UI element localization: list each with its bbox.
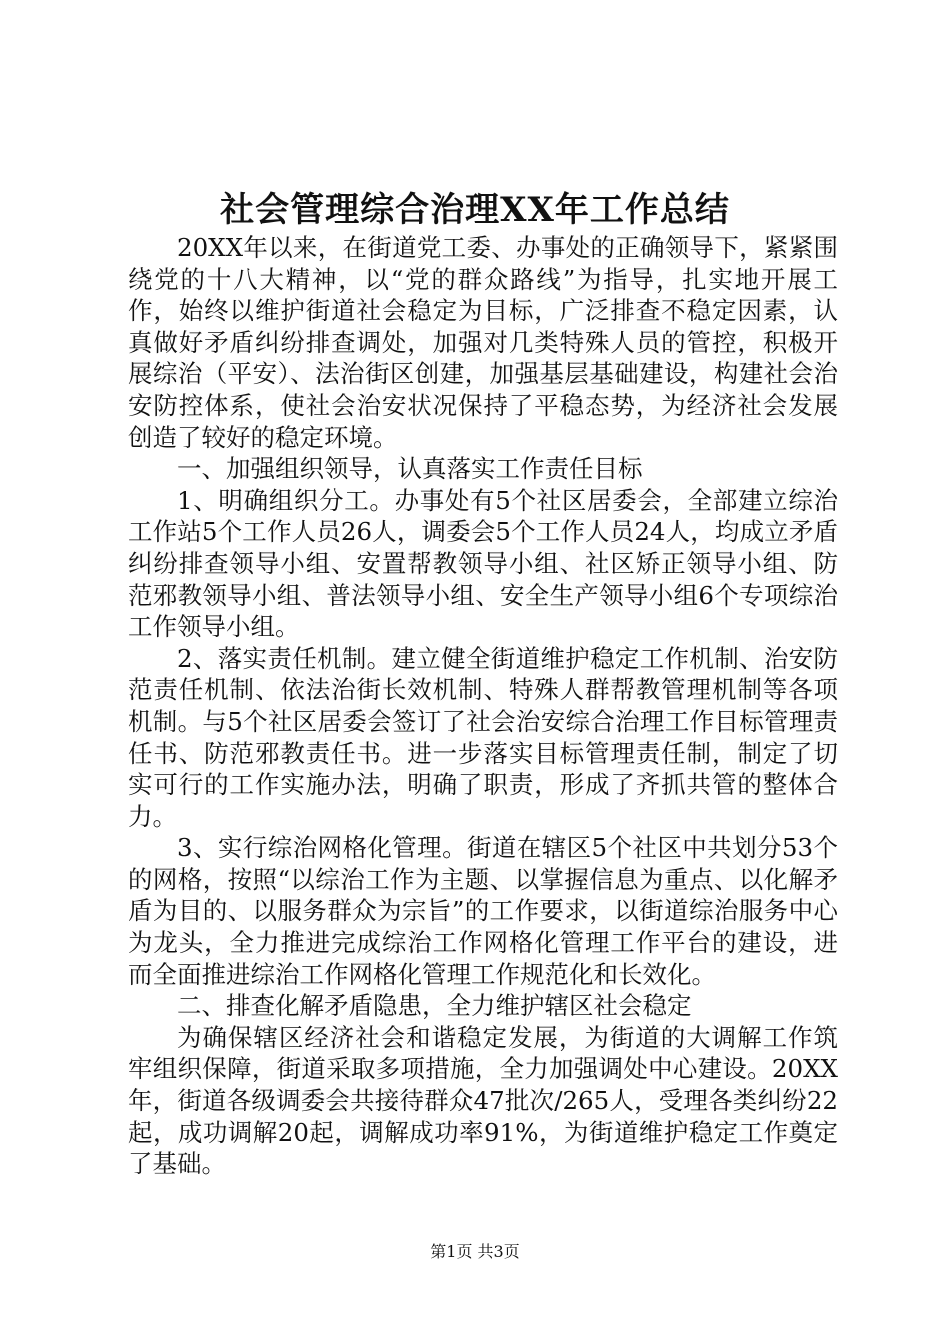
section-2-paragraph: 为确保辖区经济社会和谐稳定发展，为街道的大调解工作筑牢组织保障，街道采取多项措施，全力加强调处中心建设。20XX年，街道各级调委会共接待群众47批次/265人，受理各类纠纷22起，成功调解20起，调解成功率91%，为街道维护稳定工作奠定了基础。 xyxy=(128,1022,838,1179)
section-heading-2: 二、排查化解矛盾隐患，全力维护辖区社会稳定 xyxy=(177,991,692,1021)
intro-paragraph: 20XX年以来，在街道党工委、办事处的正确领导下，紧紧围绕党的十八大精神，以“党的群众路线”为指导，扎实地开展工作，始终以维护街道社会稳定为目标，广泛排查不稳定因素，认真做好矛盾纠纷排查调处，加强对几类特殊人员的管控，积极开展综治（平安）、法治街区创建，加强基层基础建设，构建社会治安防控体系，使社会治安状况保持了平稳态势，为经济社会发展创造了较好的稳定环境。 xyxy=(128,233,838,452)
paragraph-item-1: 1、明确组织分工。办事处有5个社区居委会，全部建立综治工作站5个工作人员26人，调委会5个工作人员24人，均成立矛盾纠纷排查领导小组、安置帮教领导小组、社区矫正领导小组、防范邪教领导小组、普法领导小组、安全生产领导小组6个专项综治工作领导小组。 xyxy=(128,485,838,642)
document-body xyxy=(128,232,838,1180)
section-heading-1: 一、加强组织领导，认真落实工作责任目标 xyxy=(177,454,643,484)
paragraph-item-3: 3、实行综治网格化管理。街道在辖区5个社区中共划分53个的网格，按照“以综治工作为主题、以掌握信息为重点、以化解矛盾为目的、以服务群众为宗旨”的工作要求，以街道综治服务中心为龙头，全力推进完成综治工作网格化管理工作平台的建设，进而全面推进综治工作网格化管理工作规范化和长效化。 xyxy=(128,833,838,989)
document-title: 社会管理综合治理XX年工作总结 xyxy=(220,190,730,230)
paragraph-item-2: 2、落实责任机制。建立健全街道维护稳定工作机制、治安防范责任机制、依法治街长效机制、特殊人群帮教管理机制等各项机制。与5个社区居委会签订了社会治安综合治理工作目标管理责任书、防范邪教责任书。进一步落实目标管理责任制，制定了切实可行的工作实施办法，明确了职责，形成了齐抓共管的整体合力。 xyxy=(128,643,838,831)
page-number-footer: 第1页 共3页 xyxy=(430,1242,520,1261)
